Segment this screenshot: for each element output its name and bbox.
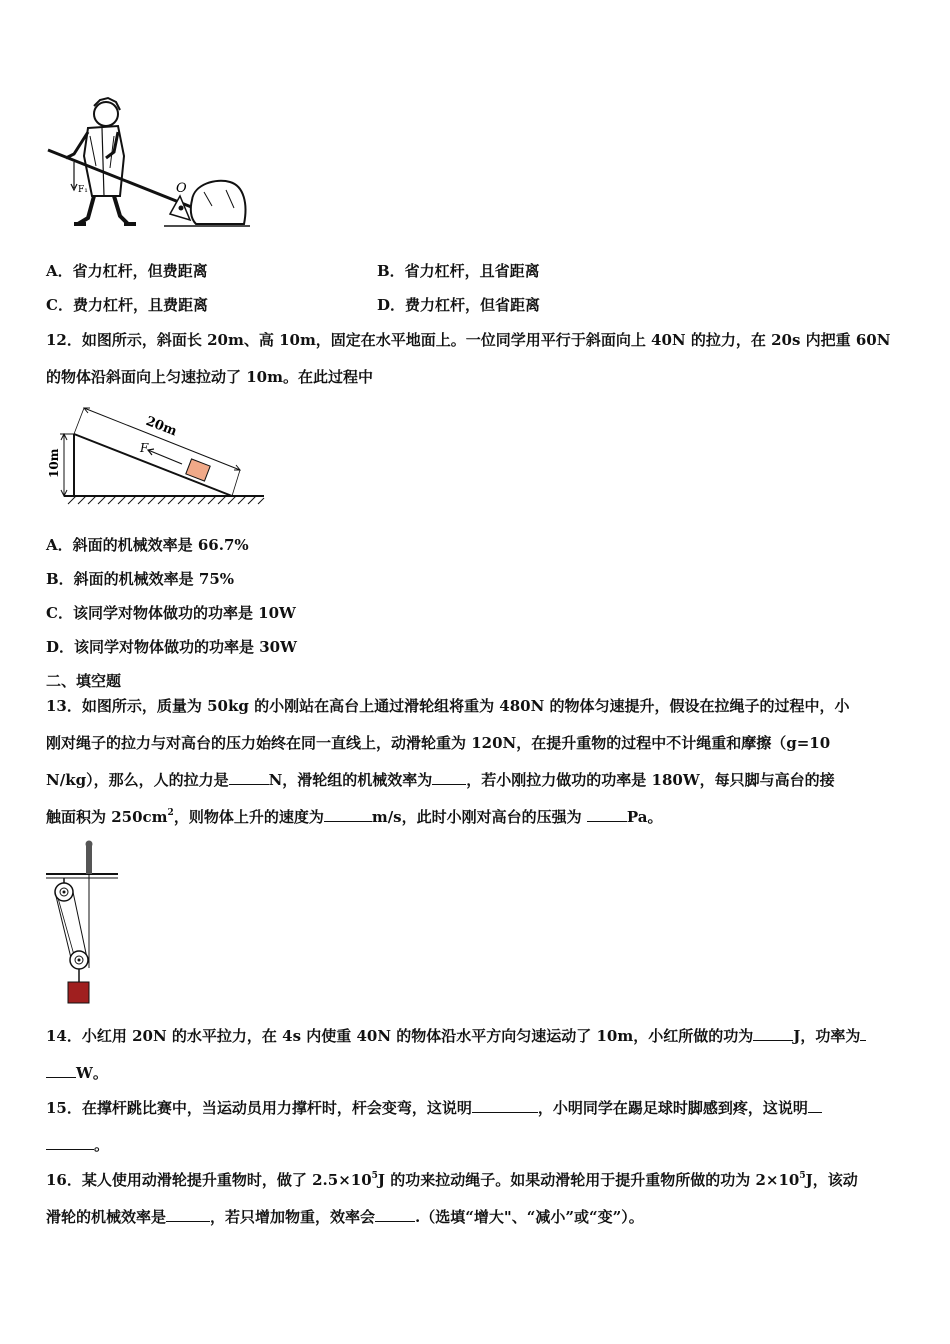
q12-option-b: B．斜面的机械效率是 75% (46, 570, 235, 588)
q12-stem-line2: 的物体沿斜面向上匀速拉动了 10m。在此过程中 (46, 368, 373, 386)
q15-line2 (46, 1135, 109, 1155)
pulley-figure (44, 840, 124, 1010)
q13-blank-force[interactable] (229, 770, 269, 785)
q12-stem-line1: 12．如图所示，斜面长 20m、高 10m，固定在水平地面上。一位同学用平行于斜面向上 40N 的拉力，在 20s 内把重 60N (46, 331, 891, 349)
q13-line4-text-d: Pa。 (626, 808, 663, 826)
q13-line3-text-a: N/kg），那么，人的拉力是 (46, 771, 229, 789)
q16-line2-text-b: ，若只增加物重，效率会 (210, 1208, 376, 1226)
q14-line1 (46, 1026, 866, 1046)
q13-line4-text-c: m/s，此时小刚对高台的压强为 (371, 808, 587, 826)
q13-line4-text-b: ，则物体上升的速度为 (173, 808, 324, 826)
q14-blank-power[interactable] (46, 1063, 76, 1078)
lever-man-figure (44, 96, 254, 236)
force-label: F (140, 441, 149, 455)
q16-blank-trend[interactable] (375, 1207, 415, 1222)
q12-option-c: C．该同学对物体做功的功率是 10W (46, 604, 296, 622)
q15-blank-2[interactable] (46, 1135, 94, 1150)
fulcrum-o-label: O (176, 181, 187, 196)
q13-blank-pressure[interactable] (587, 807, 627, 822)
q15-line1-text-b: ，小明同学在踢足球时脚感到疼，这说明 (537, 1099, 808, 1117)
q12-option-a: A．斜面的机械效率是 66.7% (46, 536, 249, 554)
q15-line1-text-a: 15．在撑杆跳比赛中，当运动员用力撑杆时，杆会变弯，这说明 (46, 1099, 472, 1117)
q13-line4-sup: 2 (167, 808, 174, 818)
q13-line3-text-b: N，滑轮组的机械效率为 (268, 771, 433, 789)
height-label: 10m (47, 448, 61, 478)
q13-line3-text-c: ，若小刚拉力做功的功率是 180W，每只脚与高台的接 (466, 771, 835, 789)
q16-sup-2: 5 (799, 1171, 806, 1181)
q15-blank-2-start[interactable] (808, 1098, 822, 1113)
q11-option-b: B．省力杠杆，且省距离 (377, 262, 540, 280)
q15-blank-1[interactable] (472, 1098, 538, 1113)
q13-line4-text-a: 触面积为 250cm (46, 808, 168, 826)
q15-line2-text: 。 (94, 1136, 110, 1154)
q16-sup-1: 5 (371, 1171, 378, 1181)
q13-stem-line3 (46, 770, 835, 790)
q16-line2-text-a: 滑轮的机械效率是 (46, 1208, 167, 1226)
q14-line1-text-a: 14．小红用 20N 的水平拉力，在 4s 内使重 40N 的物体沿水平方向匀速运动了 10m，小红所做的功为 (46, 1027, 754, 1045)
q16-line1 (46, 1170, 858, 1190)
incline-figure (42, 400, 267, 510)
q16-line2 (46, 1207, 644, 1227)
q14-line2 (46, 1063, 108, 1083)
q14-blank-power-start[interactable] (860, 1026, 866, 1041)
q14-line2-text: W。 (76, 1064, 108, 1082)
q16-blank-efficiency[interactable] (166, 1207, 210, 1222)
q16-line1-text-a: 16．某人使用动滑轮提升重物时，做了 2.5×10 (46, 1171, 372, 1189)
q16-line1-text-c: J，该动 (805, 1171, 858, 1189)
q11-option-c: C．费力杠杆，且费距离 (46, 296, 208, 314)
q13-blank-efficiency[interactable] (432, 770, 466, 785)
q13-stem-line1: 13．如图所示，质量为 50kg 的小刚站在高台上通过滑轮组将重为 480N 的物体匀速提升，假设在拉绳子的过程中，小 (46, 697, 850, 715)
q11-option-d: D．费力杠杆，但省距离 (377, 296, 541, 314)
q16-line2-text-c: .（选填“增大"、“减小”或“变”）。 (415, 1208, 644, 1226)
q14-line1-text-b: J，功率为 (793, 1027, 861, 1045)
q13-blank-speed[interactable] (324, 807, 372, 822)
q16-line1-text-b: J 的功来拉动绳子。如果动滑轮用于提升重物所做的功为 2×10 (377, 1171, 800, 1189)
q13-stem-line4 (46, 807, 662, 827)
q15-line1 (46, 1098, 822, 1118)
length-label: 20m (143, 413, 179, 440)
q13-stem-line2: 刚对绳子的拉力与对高台的压力始终在同一直线上，动滑轮重为 120N，在提升重物的过程中不计绳重和摩擦（g=10 (46, 734, 831, 752)
q11-option-a: A．省力杠杆，但费距离 (46, 262, 208, 280)
f1-label: F₁ (78, 185, 88, 195)
section-title: 二、填空题 (46, 672, 122, 690)
q14-blank-work[interactable] (753, 1026, 793, 1041)
q12-option-d: D．该同学对物体做功的功率是 30W (46, 638, 297, 656)
